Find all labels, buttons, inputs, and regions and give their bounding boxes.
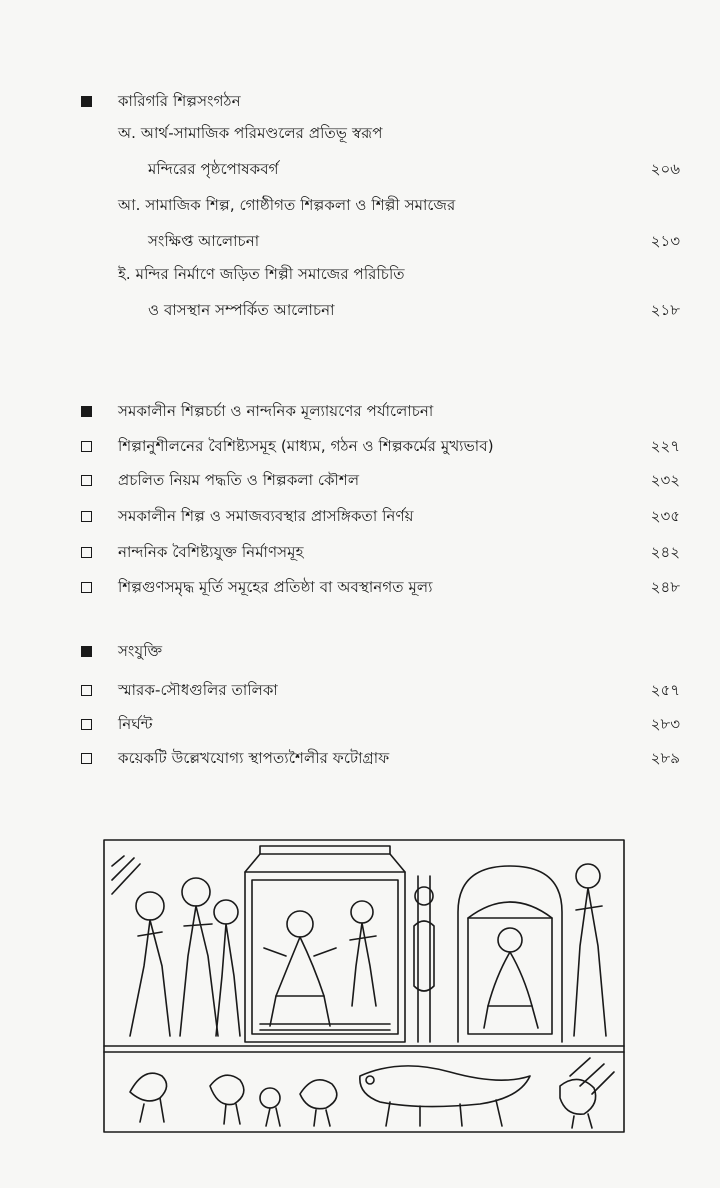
toc-entry	[0, 574, 720, 604]
page-number: ২০৬	[650, 160, 680, 178]
toc-entry-text: ও বাসস্থান সম্পর্কিত আলোচনা	[148, 301, 335, 319]
page-number: ২৩২	[650, 471, 680, 489]
toc-entry-line	[0, 156, 720, 186]
page-number: ২৩৫	[650, 507, 680, 525]
toc-entry-text: নান্দনিক বৈশিষ্ট্যযুক্ত নির্মাণসমূহ	[118, 543, 304, 561]
toc-entry	[0, 711, 720, 741]
section-heading	[0, 638, 720, 668]
toc-entry	[0, 745, 720, 775]
hollow-square-bullet-icon	[81, 719, 92, 730]
toc-entry	[0, 503, 720, 533]
hollow-square-bullet-icon	[81, 511, 92, 522]
page-number: ২১৩	[650, 232, 680, 250]
page-number: ২৮৩	[650, 715, 680, 733]
toc-entry-text: স্মারক-সৌধগুলির তালিকা	[118, 681, 278, 699]
section-heading-text: সংযুক্তি	[118, 642, 163, 660]
hollow-square-bullet-icon	[81, 547, 92, 558]
page-number: ২১৮	[650, 301, 680, 319]
toc-entry-text: শিল্পগুণসমৃদ্ধ মূর্তি সমূহের প্রতিষ্ঠা বা অবস্থানগত মূল্য	[118, 578, 433, 596]
toc-entry	[0, 539, 720, 569]
toc-entry-line	[0, 228, 720, 258]
toc-entry	[0, 433, 720, 463]
hollow-square-bullet-icon	[81, 441, 92, 452]
toc-entry-text: আ. সামাজিক শিল্প, গোষ্ঠীগত শিল্পকলা ও শিল্পী সমাজের	[118, 196, 456, 214]
section-heading	[0, 398, 720, 428]
toc-entry-line	[0, 120, 720, 150]
section-heading-text: সমকালীন শিল্পচর্চা ও নান্দনিক মূল্যায়ণের পর্যালোচনা	[118, 402, 434, 420]
toc-entry-line	[0, 297, 720, 327]
hollow-square-bullet-icon	[81, 582, 92, 593]
toc-entry-text: সমকালীন শিল্প ও সমাজব্যবস্থার প্রাসঙ্গিকতা নির্ণয়	[118, 507, 414, 525]
page-number: ২২৭	[650, 437, 680, 455]
toc-entry-line	[0, 192, 720, 222]
toc-entry-text: কয়েকটি উল্লেখযোগ্য স্থাপত্যশৈলীর ফটোগ্রাফ	[118, 749, 390, 767]
toc-entry	[0, 677, 720, 707]
page-number: ২৪৮	[650, 578, 680, 596]
filled-square-bullet-icon	[81, 96, 92, 107]
toc-entry-line	[0, 261, 720, 291]
section-heading	[0, 88, 720, 118]
toc-entry-text: অ. আর্থ-সামাজিক পরিমণ্ডলের প্রতিভূ স্বরূপ	[118, 124, 383, 142]
toc-entry-text: প্রচলিত নিয়ম পদ্ধতি ও শিল্পকলা কৌশল	[118, 471, 360, 489]
toc-entry-text: ই. মন্দির নির্মাণে জড়িত শিল্পী সমাজের পরিচিতি	[118, 265, 405, 283]
toc-entry-text: সংক্ষিপ্ত আলোচনা	[148, 232, 260, 250]
hollow-square-bullet-icon	[81, 753, 92, 764]
page-number: ২৫৭	[650, 681, 680, 699]
page-number: ২৮৯	[650, 749, 680, 767]
filled-square-bullet-icon	[81, 406, 92, 417]
terracotta-panel-illustration	[100, 836, 628, 1136]
toc-entry	[0, 467, 720, 497]
page-number: ২৪২	[650, 543, 680, 561]
section-heading-text: কারিগরি শিল্পসংগঠন	[118, 92, 241, 110]
hollow-square-bullet-icon	[81, 475, 92, 486]
toc-entry-text: নির্ঘন্ট	[118, 715, 153, 733]
hollow-square-bullet-icon	[81, 685, 92, 696]
toc-entry-text: মন্দিরের পৃষ্ঠপোষকবর্গ	[148, 160, 279, 178]
toc-entry-text: শিল্পানুশীলনের বৈশিষ্ট্যসমূহ (মাধ্যম, গঠন ও শিল্পকর্মের মুখ্যভাব)	[118, 437, 494, 455]
filled-square-bullet-icon	[81, 646, 92, 657]
